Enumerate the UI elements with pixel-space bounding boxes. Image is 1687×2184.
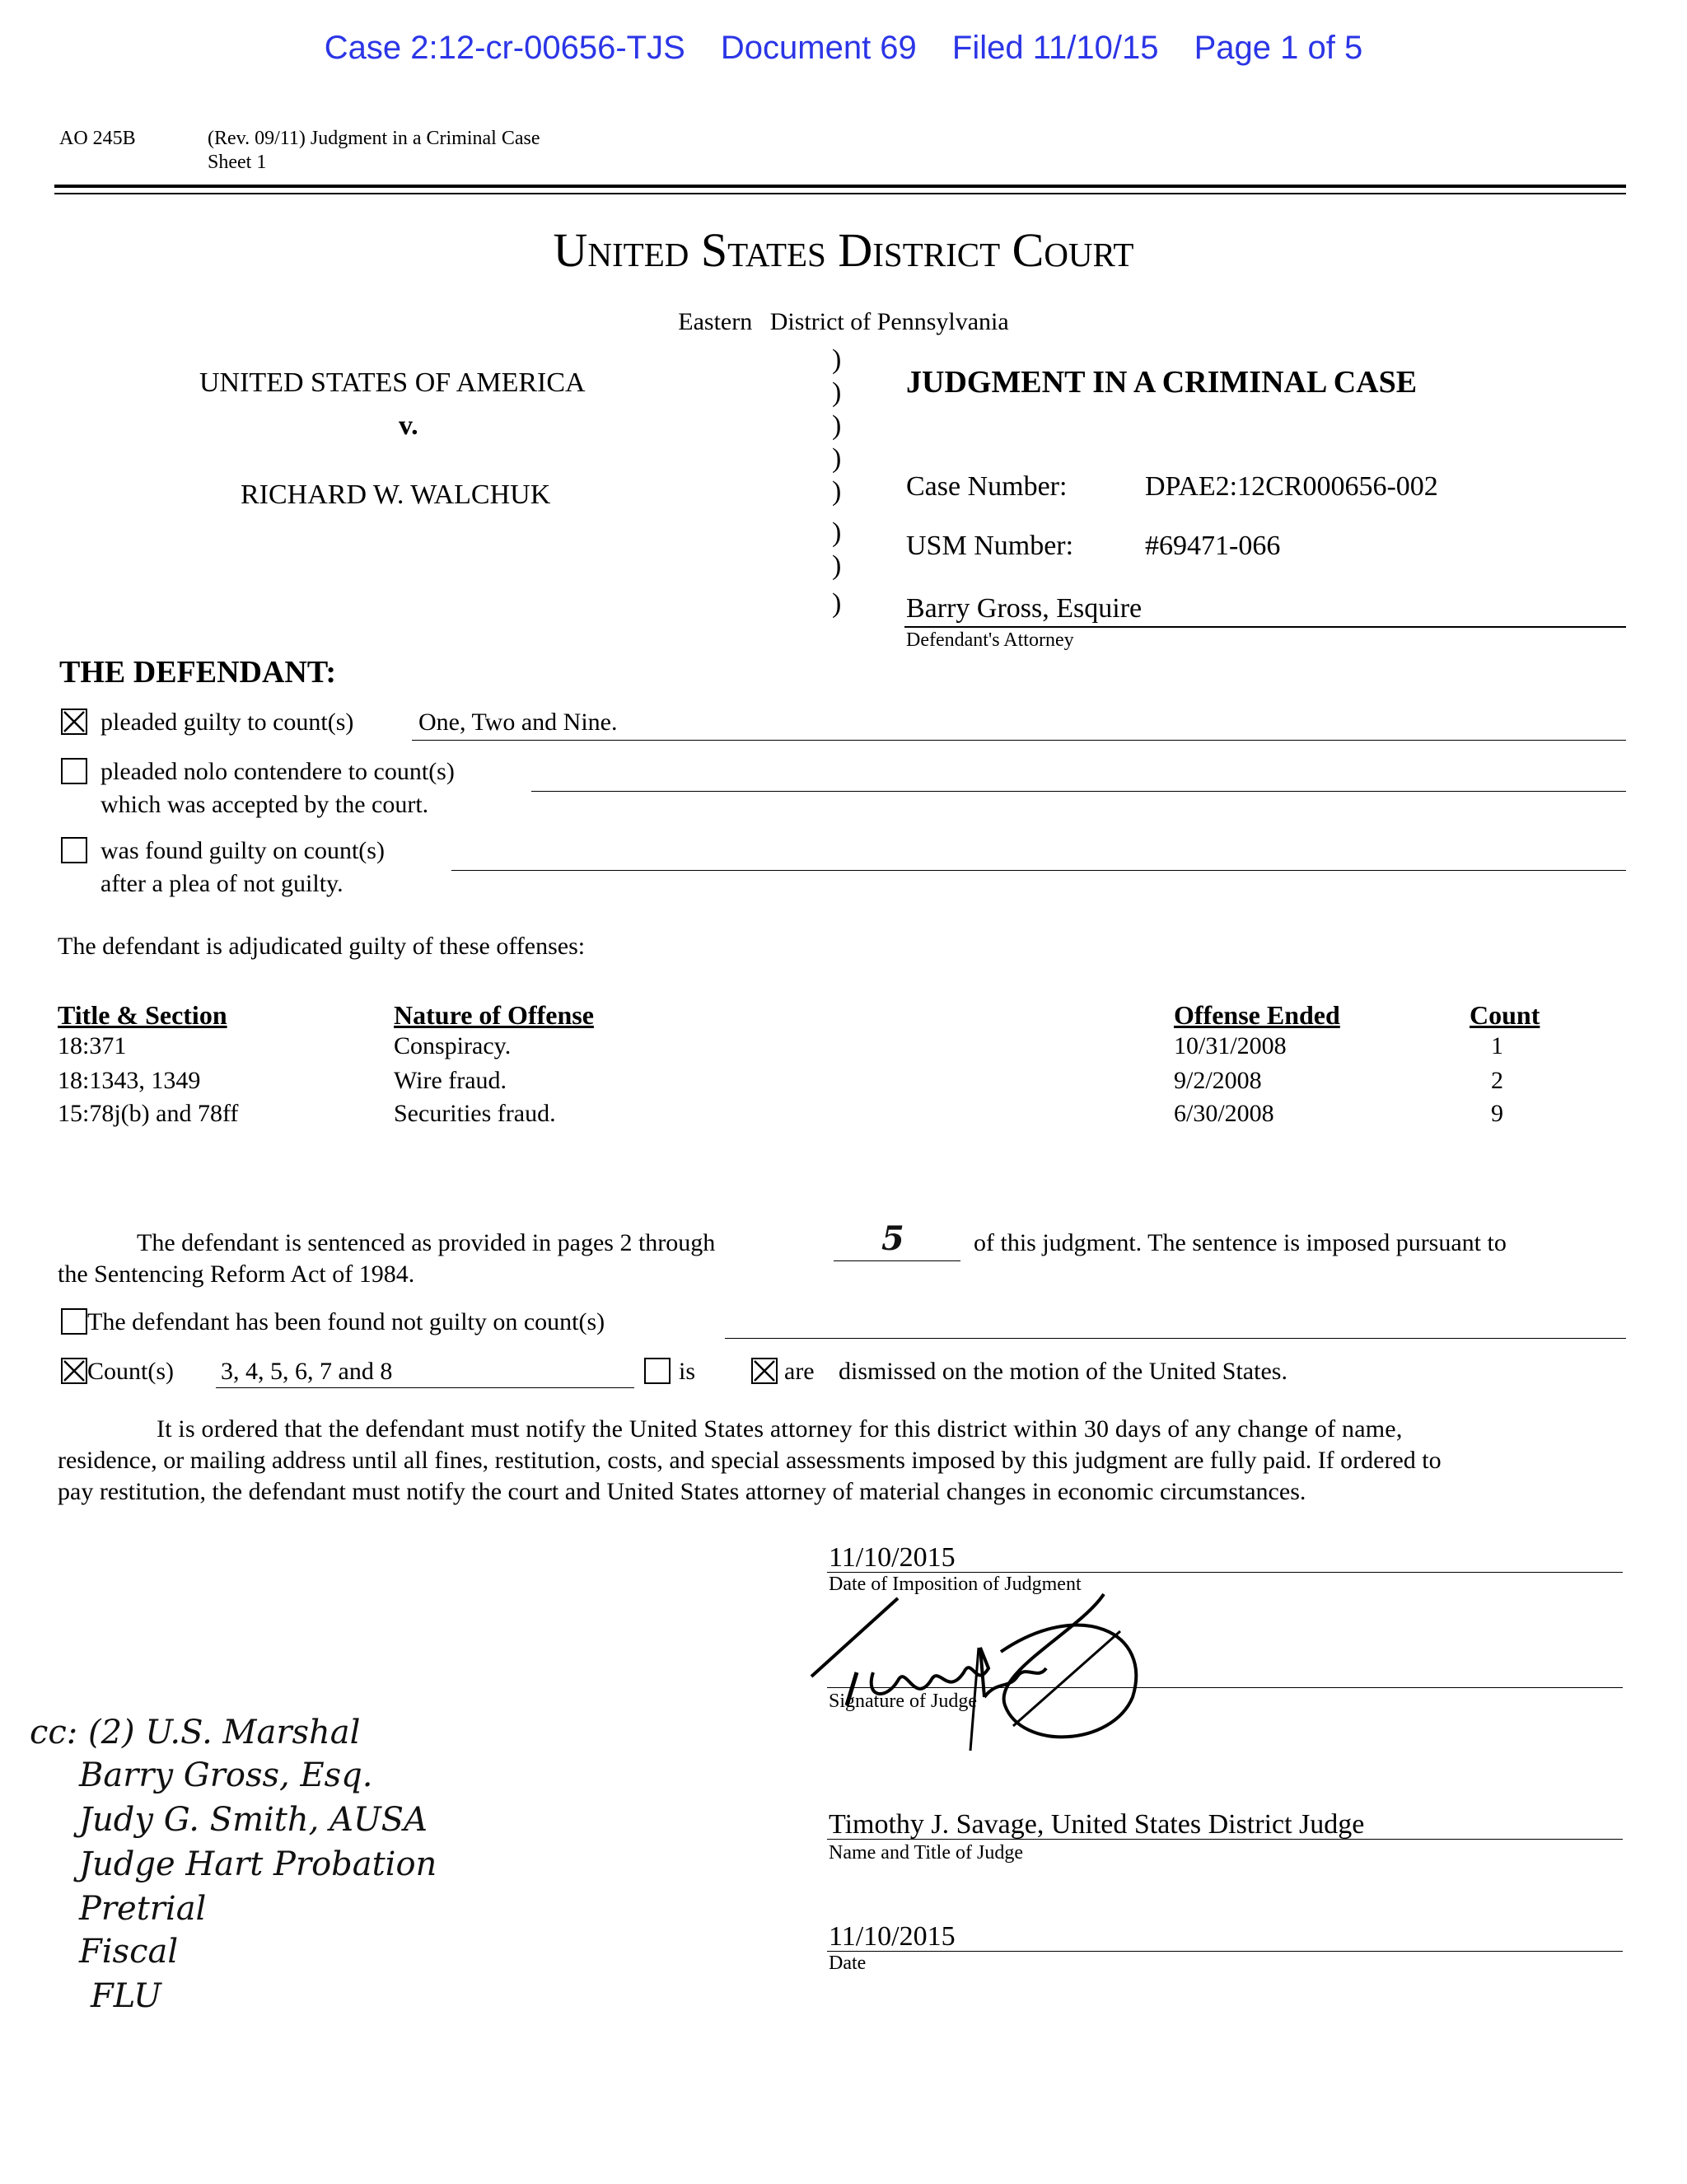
found-guilty-checkbox[interactable] <box>61 837 87 863</box>
found-guilty-label: was found guilty on count(s) <box>100 837 385 864</box>
district-name: Eastern <box>678 308 753 335</box>
paren: ) <box>832 443 842 474</box>
guilty-counts-value: One, Two and Nine. <box>418 709 618 736</box>
row-ended: 6/30/2008 <box>1174 1100 1274 1127</box>
row-count: 2 <box>1491 1067 1503 1094</box>
cc-line: Judy G. Smith, AUSA <box>79 1801 428 1839</box>
row-count: 9 <box>1491 1100 1503 1127</box>
form-rev: (Rev. 09/11) Judgment in a Criminal Case <box>208 128 540 149</box>
nolo-line <box>531 791 1626 792</box>
nolo-label: pleaded nolo contendere to count(s) <box>100 758 455 785</box>
judge-line <box>827 1839 1623 1840</box>
sentence-text-1: The defendant is sentenced as provided in pages 2 through <box>137 1229 716 1256</box>
judge-signature <box>807 1582 1170 1755</box>
nolo-sub: which was accepted by the court. <box>100 791 429 818</box>
row-count: 1 <box>1491 1032 1503 1059</box>
usm-number-label: USM Number: <box>906 531 1074 561</box>
court-title: United States District Court <box>553 223 1134 277</box>
counts-line <box>216 1387 634 1388</box>
filing-document: Document 69 <box>720 30 917 66</box>
col-count: Count <box>1470 1000 1540 1030</box>
imposition-date: 11/10/2015 <box>829 1542 956 1573</box>
guilty-line <box>412 740 1626 741</box>
judgment-title: JUDGMENT IN A CRIMINAL CASE <box>906 365 1418 400</box>
imposition-line <box>827 1572 1623 1573</box>
not-guilty-line <box>725 1338 1626 1339</box>
date-line <box>827 1951 1623 1952</box>
paren: ) <box>832 377 842 408</box>
nolo-checkbox[interactable] <box>61 758 87 784</box>
dismissed-text: dismissed on the motion of the United States. <box>839 1358 1287 1385</box>
defendant-heading: THE DEFENDANT: <box>59 655 337 690</box>
is-checkbox[interactable] <box>644 1358 671 1384</box>
paren: ) <box>832 476 842 507</box>
sentence-text-2: of this judgment. The sentence is imposed pursuant to <box>974 1229 1507 1256</box>
cc-line: FLU <box>91 1977 161 2015</box>
offenses-intro: The defendant is adjudicated guilty of these offenses: <box>58 933 586 960</box>
defendant-name: RICHARD W. WALCHUK <box>241 479 551 510</box>
signature-line <box>827 1687 1623 1688</box>
row-title: 18:371 <box>58 1032 127 1059</box>
row-nature: Securities fraud. <box>394 1100 556 1127</box>
form-sheet: Sheet 1 <box>208 152 267 173</box>
row-title: 18:1343, 1349 <box>58 1067 201 1094</box>
form-code: AO 245B <box>59 128 136 149</box>
found-guilty-line <box>451 870 1626 871</box>
order-line-2: residence, or mailing address until all fines, restitution, costs, and special assessments imposed by this judgment are fully paid. If ordered to <box>58 1447 1442 1474</box>
judge-name: Timothy J. Savage, United States District Judge <box>829 1809 1365 1840</box>
court-district <box>0 308 1687 336</box>
counts-label: Count(s) <box>87 1358 174 1385</box>
cc-line: Judge Hart Probation <box>79 1845 437 1883</box>
found-guilty-sub: after a plea of not guilty. <box>100 870 343 897</box>
col-offense-ended: Offense Ended <box>1174 1000 1340 1030</box>
row-nature: Conspiracy. <box>394 1032 512 1059</box>
paren: ) <box>832 517 842 548</box>
are-checkbox[interactable] <box>751 1358 778 1384</box>
paren: ) <box>832 344 842 375</box>
signature-label: Signature of Judge <box>829 1691 977 1712</box>
case-number-label: Case Number: <box>906 471 1068 502</box>
row-title: 15:78j(b) and 78ff <box>58 1100 239 1127</box>
attorney-name: Barry Gross, Esquire <box>906 593 1143 624</box>
sentence-pages-line <box>834 1260 960 1261</box>
header-rule-thick <box>54 185 1626 188</box>
usm-number-value: #69471-066 <box>1145 531 1281 561</box>
paren: ) <box>832 410 842 441</box>
guilty-checkbox[interactable] <box>61 709 87 735</box>
order-line-1: It is ordered that the defendant must notify the United States attorney for this district within 30 days of any change of name, <box>157 1415 1403 1443</box>
sentence-pages-value: 5 <box>881 1219 904 1258</box>
guilty-label: pleaded guilty to count(s) <box>100 709 354 736</box>
is-label: is <box>679 1358 696 1385</box>
case-number-value: DPAE2:12CR000656-002 <box>1145 471 1438 502</box>
row-nature: Wire fraud. <box>394 1067 507 1094</box>
filing-page: Page 1 of 5 <box>1194 30 1363 66</box>
filing-header <box>0 30 1687 67</box>
attorney-label: Defendant's Attorney <box>906 629 1074 651</box>
cc-line: Fiscal <box>79 1933 179 1971</box>
order-line-3: pay restitution, the defendant must notify the court and United States attorney of material changes in economic circumstances. <box>58 1478 1306 1505</box>
row-ended: 10/31/2008 <box>1174 1032 1287 1059</box>
filing-case: Case 2:12-cr-00656-TJS <box>324 30 685 66</box>
sentence-text-3: the Sentencing Reform Act of 1984. <box>58 1260 415 1288</box>
judge-label: Name and Title of Judge <box>829 1842 1023 1864</box>
col-nature: Nature of Offense <box>394 1000 594 1030</box>
imposition-label: Date of Imposition of Judgment <box>829 1574 1082 1595</box>
plaintiff-name: UNITED STATES OF AMERICA <box>199 367 586 398</box>
filing-date: Filed 11/10/15 <box>951 30 1159 66</box>
are-label: are <box>784 1358 815 1385</box>
counts-dismissed-checkbox[interactable] <box>61 1358 87 1384</box>
row-ended: 9/2/2008 <box>1174 1067 1262 1094</box>
date-label: Date <box>829 1953 867 1974</box>
counts-value: 3, 4, 5, 6, 7 and 8 <box>221 1358 393 1385</box>
paren: ) <box>832 588 842 619</box>
header-rule-thin <box>54 193 1626 194</box>
cc-line: Pretrial <box>79 1890 207 1928</box>
not-guilty-label: The defendant has been found not guilty on count(s) <box>87 1308 605 1335</box>
versus: v. <box>399 410 418 441</box>
cc-line: Barry Gross, Esq. <box>79 1756 373 1794</box>
attorney-line <box>904 626 1626 628</box>
cc-line: cc: (2) U.S. Marshal <box>30 1714 361 1751</box>
not-guilty-checkbox[interactable] <box>61 1308 87 1335</box>
district-of: District of Pennsylvania <box>769 308 1009 335</box>
col-title-section: Title & Section <box>58 1000 227 1030</box>
signed-date: 11/10/2015 <box>829 1921 956 1952</box>
paren: ) <box>832 550 842 581</box>
